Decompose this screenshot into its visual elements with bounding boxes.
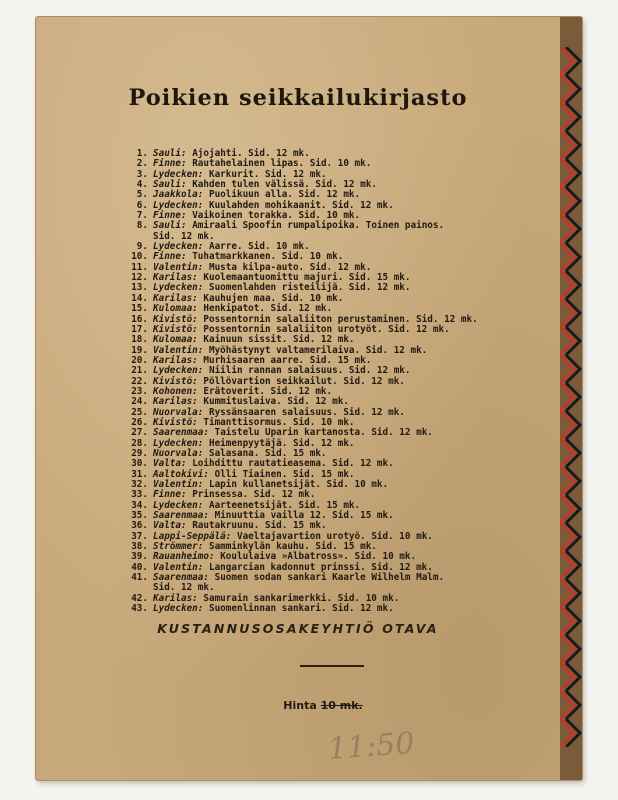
book-title: Lapin kullanetsijät. Sid. 10 mk. bbox=[208, 479, 389, 490]
book-author: Valta: bbox=[153, 520, 187, 532]
book-number: 39. bbox=[131, 551, 148, 563]
book-number: 23. bbox=[131, 385, 148, 397]
book-title: Koululaiva »Albatross». Sid. 10 mk. bbox=[220, 551, 417, 563]
book-title: Kahden tulen välissä. Sid. 12 mk. bbox=[192, 179, 377, 191]
book-author: Nuorvala: bbox=[153, 447, 204, 459]
book-number: 20. bbox=[131, 354, 148, 366]
book-title: Vaikoinen torakka. Sid. 10 mk. bbox=[192, 210, 361, 222]
book-title: Murhisaaren aarre. Sid. 15 mk. bbox=[203, 354, 372, 366]
book-title: Kuulahden mohikaanit. Sid. 12 mk. bbox=[208, 199, 394, 211]
book-author: Strömmer: bbox=[153, 541, 204, 553]
book-author: Aaltokivi: bbox=[153, 468, 209, 480]
book-author: Kivistö: bbox=[153, 323, 198, 335]
book-author: Kohonen: bbox=[153, 385, 198, 397]
book-number: 31. bbox=[131, 468, 148, 480]
spine-pattern bbox=[560, 47, 582, 747]
book-title: Karkurit. Sid. 12 mk. bbox=[208, 168, 327, 180]
book-spine bbox=[560, 17, 582, 780]
book-title: Aarteenetsijät. Sid. 15 mk. bbox=[208, 499, 361, 511]
book-number: 29. bbox=[131, 447, 148, 459]
book-title: Henkipatot. Sid. 12 mk. bbox=[203, 303, 333, 315]
book-number: 5. bbox=[136, 189, 148, 201]
book-number: 24. bbox=[131, 396, 148, 408]
book-number: 27. bbox=[131, 427, 148, 439]
book-author: Lydecken: bbox=[153, 199, 204, 211]
book-number: 16. bbox=[131, 313, 148, 325]
book-title: Langarcian kadonnut prinssi. Sid. 12 mk. bbox=[208, 561, 433, 573]
book-author: Valentin: bbox=[153, 561, 204, 573]
book-number: 32. bbox=[131, 479, 148, 490]
book-author: Kivistö: bbox=[153, 375, 198, 387]
book-number: 1. bbox=[136, 148, 148, 159]
book-author: Sauli: bbox=[153, 148, 187, 159]
book-author: Lydecken: bbox=[153, 282, 204, 294]
book-title: Prinsessa. Sid. 12 mk. bbox=[192, 489, 316, 501]
book-author: Jaakkola: bbox=[153, 189, 204, 201]
book-title: Timanttisormus. Sid. 10 mk. bbox=[203, 416, 355, 428]
book-title: Kuolemaantuomittu majuri. Sid. 15 mk. bbox=[203, 272, 411, 284]
book-number: 3. bbox=[136, 168, 148, 180]
book-title: Suomen sodan sankari Kaarle Wilhelm Malm. bbox=[214, 572, 445, 584]
book-number: 22. bbox=[131, 375, 148, 387]
book-author: Lydecken: bbox=[153, 241, 204, 253]
book-number: 2. bbox=[136, 158, 148, 170]
book-author: Sauli: bbox=[153, 179, 187, 191]
book-back-cover bbox=[36, 17, 582, 780]
book-author: Kulomaa: bbox=[153, 334, 198, 346]
book-title: Ryssänsaaren salaisuus. Sid. 12 mk. bbox=[208, 406, 405, 418]
divider-rule bbox=[300, 665, 364, 667]
book-number: 15. bbox=[131, 303, 148, 315]
book-number: 12. bbox=[131, 272, 148, 284]
book-number: 34. bbox=[131, 499, 148, 511]
book-number: 37. bbox=[131, 530, 148, 542]
book-author: Lydecken: bbox=[153, 499, 204, 511]
price-value: 10 mk. bbox=[320, 699, 363, 712]
book-author: Sauli: bbox=[153, 220, 187, 232]
book-author: Karilas: bbox=[153, 592, 198, 604]
book-author: Karilas: bbox=[153, 272, 198, 284]
book-title: Amiraali Spoofin rumpalipoika. Toinen painos. bbox=[192, 220, 445, 232]
book-author: Kivistö: bbox=[153, 313, 198, 325]
book-author: Saarenmaa: bbox=[153, 510, 209, 522]
book-title: Heimenpyytäjä. Sid. 12 mk. bbox=[208, 437, 355, 449]
book-title: Puolikuun alla. Sid. 12 mk. bbox=[208, 189, 361, 201]
book-author: Valentin: bbox=[153, 344, 204, 356]
book-title: Samurain sankarimerkki. Sid. 10 mk. bbox=[203, 592, 400, 604]
book-number: 35. bbox=[131, 510, 148, 522]
book-number: 41. bbox=[131, 572, 148, 584]
book-title: Rautahelainen lipas. Sid. 10 mk. bbox=[192, 158, 372, 170]
book-number: 43. bbox=[131, 603, 148, 615]
series-title: Poikien seikkailukirjasto bbox=[128, 85, 468, 111]
book-title: Pöllövartion seikkailut. Sid. 12 mk. bbox=[203, 375, 405, 387]
book-number: 38. bbox=[131, 541, 148, 553]
book-author: Finne: bbox=[153, 489, 187, 501]
book-author: Saarenmaa: bbox=[153, 572, 209, 584]
book-number: 19. bbox=[131, 344, 148, 356]
book-title: Loihdittu rautatieasema. Sid. 12 mk. bbox=[192, 458, 394, 470]
book-list bbox=[122, 149, 532, 614]
book-author: Finne: bbox=[153, 158, 187, 170]
book-number: 17. bbox=[131, 323, 148, 335]
book-title: Erätoverit. Sid. 12 mk. bbox=[203, 385, 333, 397]
book-number: 9. bbox=[136, 241, 148, 253]
book-title: Tuhatmarkkanen. Sid. 10 mk. bbox=[192, 251, 344, 263]
book-number: 36. bbox=[131, 520, 148, 532]
book-title: Salasana. Sid. 15 mk. bbox=[208, 447, 327, 459]
book-author: Karilas: bbox=[153, 396, 198, 408]
book-title: Vaeltajavartion urotyö. Sid. 10 mk. bbox=[236, 530, 433, 542]
book-title: Ajojahti. Sid. 12 mk. bbox=[192, 148, 310, 159]
book-entry-continuation: Sid. 12 mk. bbox=[153, 230, 215, 242]
book-number: 8. bbox=[136, 220, 148, 232]
book-author: Karilas: bbox=[153, 354, 198, 366]
book-number: 42. bbox=[131, 592, 148, 604]
book-author: Lydecken: bbox=[153, 168, 204, 180]
book-author: Finne: bbox=[153, 210, 187, 222]
book-title: Taistelu Uparin kartanosta. Sid. 12 mk. bbox=[214, 427, 433, 439]
book-number: 7. bbox=[136, 210, 148, 222]
book-number: 25. bbox=[131, 406, 148, 418]
book-title: Aarre. Sid. 10 mk. bbox=[208, 241, 310, 253]
book-entry bbox=[122, 604, 532, 614]
book-title: Suomenlinnan sankari. Sid. 12 mk. bbox=[208, 603, 394, 615]
publisher-name: KUSTANNUSOSAKEYHTIÖ OTAVA bbox=[157, 621, 439, 636]
book-title: Kainuun sissit. Sid. 12 mk. bbox=[203, 334, 355, 346]
book-number: 11. bbox=[131, 261, 148, 273]
book-title: Olli Tiainen. Sid. 15 mk. bbox=[214, 468, 355, 480]
book-title: Rautakruunu. Sid. 15 mk. bbox=[192, 520, 327, 532]
book-number: 13. bbox=[131, 282, 148, 294]
book-title: Niilin rannan salaisuus. Sid. 12 mk. bbox=[208, 365, 411, 377]
book-number: 14. bbox=[131, 292, 148, 304]
book-author: Rauanheimo: bbox=[153, 551, 215, 563]
book-author: Kulomaa: bbox=[153, 303, 198, 315]
book-author: Lydecken: bbox=[153, 437, 204, 449]
book-number: 40. bbox=[131, 561, 148, 573]
book-number: 26. bbox=[131, 416, 148, 428]
book-author: Nuorvala: bbox=[153, 406, 204, 418]
book-number: 10. bbox=[131, 251, 148, 263]
book-author: Saarenmaa: bbox=[153, 427, 209, 439]
book-author: Valentin: bbox=[153, 479, 204, 490]
book-title: Possentornin salaliiton urotyöt. Sid. 12 mk. bbox=[203, 323, 450, 335]
book-author: Lydecken: bbox=[153, 365, 204, 377]
book-author: Kivistö: bbox=[153, 416, 198, 428]
book-number: 30. bbox=[131, 458, 148, 470]
book-title: Minuuttia vailla 12. Sid. 15 mk. bbox=[214, 510, 394, 522]
book-author: Valentin: bbox=[153, 261, 204, 273]
book-author: Karilas: bbox=[153, 292, 198, 304]
book-title: Samminkylän kauhu. Sid. 15 mk. bbox=[208, 541, 377, 553]
book-author: Finne: bbox=[153, 251, 187, 263]
book-title: Myöhästynyt valtamerilaiva. Sid. 12 mk. bbox=[208, 344, 428, 356]
book-title: Suomenlahden risteilijä. Sid. 12 mk. bbox=[208, 282, 411, 294]
book-title: Possentornin salaliiton perustaminen. Sid. 12 mk. bbox=[203, 313, 478, 325]
handwritten-price-note: 11:50 bbox=[326, 726, 416, 767]
book-number: 28. bbox=[131, 437, 148, 449]
book-number: 4. bbox=[136, 179, 148, 191]
book-number: 18. bbox=[131, 334, 148, 346]
book-title: Kauhujen maa. Sid. 10 mk. bbox=[203, 292, 344, 304]
book-title: Musta kilpa-auto. Sid. 12 mk. bbox=[208, 261, 372, 273]
book-title: Kummituslaiva. Sid. 12 mk. bbox=[203, 396, 349, 408]
book-number: 6. bbox=[136, 199, 148, 211]
price-label: Hinta bbox=[283, 699, 317, 712]
book-number: 21. bbox=[131, 365, 148, 377]
price-line bbox=[36, 699, 610, 712]
book-author: Valta: bbox=[153, 458, 187, 470]
book-author: Lappi-Seppälä: bbox=[153, 530, 232, 542]
book-number: 33. bbox=[131, 489, 148, 501]
book-author: Lydecken: bbox=[153, 603, 204, 615]
book-entry-continuation: Sid. 12 mk. bbox=[153, 582, 215, 594]
